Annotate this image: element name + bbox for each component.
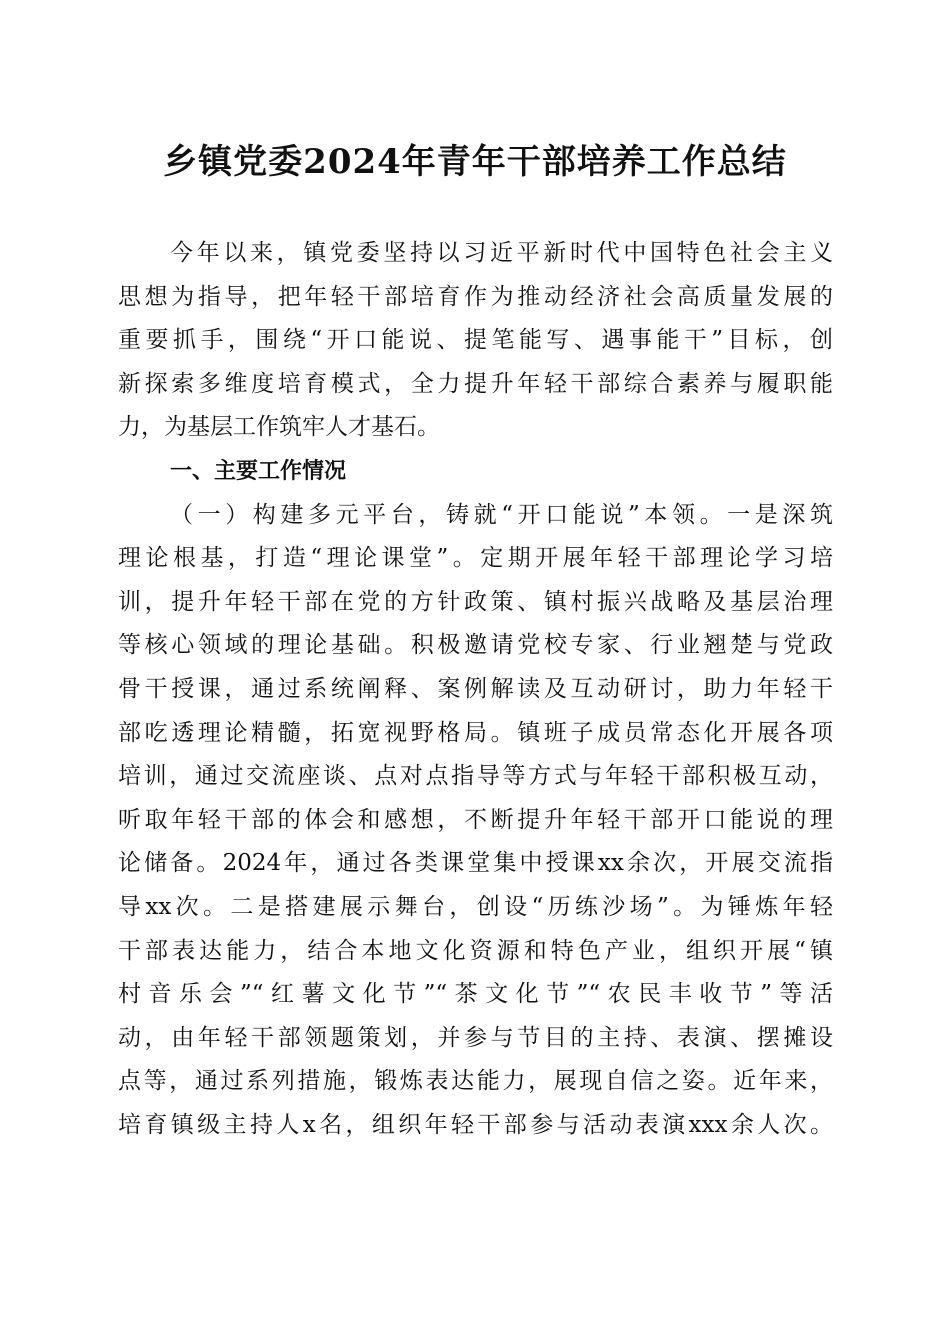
paragraph-line: 论储备。2024年，通过各类课堂集中授课xx余次，开展交流指 [118,850,833,877]
paragraph-line: 思想为指导，把年轻干部培育作为推动经济社会高质量发展的 [118,283,833,310]
paragraph-line: 今年以来，镇党委坚持以习近平新时代中国特色社会主义 [170,240,833,266]
section-heading: 一、主要工作情况 [170,458,347,484]
paragraph-line: 理论根基，打造“理论课堂”。定期开展年轻干部理论学习培 [118,545,833,572]
paragraph-line: 训，提升年轻干部在党的方针政策、镇村振兴战略及基层治理 [118,588,833,615]
paragraph-line: 等核心领域的理论基础。积极邀请党校专家、行业翘楚与党政 [118,632,833,659]
paragraph-line: 骨干授课，通过系统阐释、案例解读及互动研讨，助力年轻干 [118,675,833,702]
paragraph-line: 新探索多维度培育模式，全力提升年轻干部综合素养与履职能 [118,370,833,397]
paragraph-line: 听取年轻干部的体会和感想，不断提升年轻干部开口能说的理 [118,806,833,833]
paragraph-line: 导xx次。二是搭建展示舞台，创设“历练沙场”。为锤炼年轻 [118,893,833,920]
paragraph-line: 培训，通过交流座谈、点对点指导等方式与年轻干部积极互动， [118,763,833,790]
paragraph-line: 力，为基层工作筑牢人才基石。 [118,414,440,441]
paragraph-line: 点等，通过系列措施，锻炼表达能力，展现自信之姿。近年来， [118,1068,833,1095]
document-title: 乡镇党委2024年青年干部培养工作总结 [163,142,787,182]
paragraph-line: （一）构建多元平台，铸就“开口能说”本领。一是深筑 [170,501,833,528]
paragraph-line: 培育镇级主持人x名，组织年轻干部参与活动表演xxx余人次。 [118,1111,833,1138]
paragraph-line: 动，由年轻干部领题策划，并参与节目的主持、表演、摆摊设 [118,1024,833,1051]
paragraph-line: 重要抓手，围绕“开口能说、提笔能写、遇事能干”目标，创 [118,327,833,354]
paragraph-line: 部吃透理论精髓，拓宽视野格局。镇班子成员常态化开展各项 [118,719,833,746]
paragraph-line: 干部表达能力，结合本地文化资源和特色产业，组织开展“镇 [118,937,833,964]
document-body [118,232,833,1147]
paragraph-line: 村音乐会”“红薯文化节”“茶文化节”“农民丰收节”等活 [118,981,833,1008]
